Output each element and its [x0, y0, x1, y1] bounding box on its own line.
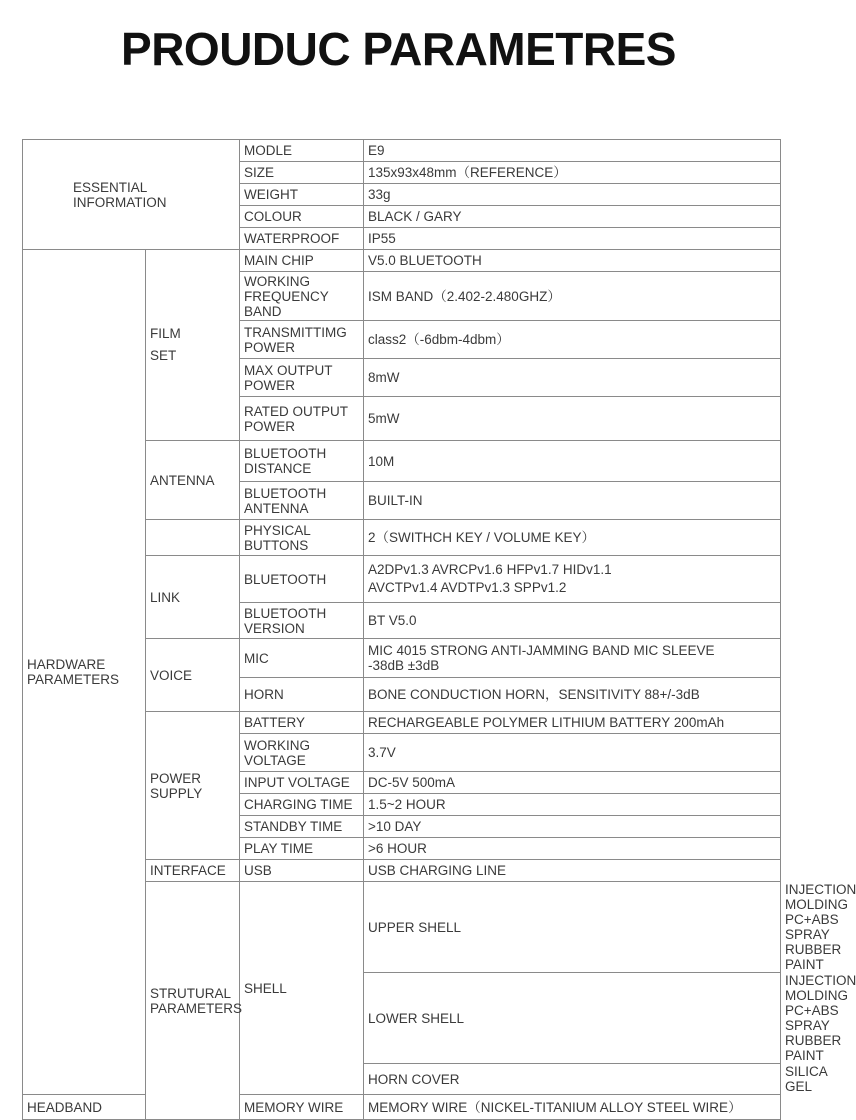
param-label: HORN [240, 678, 364, 712]
param-value: BONE CONDUCTION HORN，SENSITIVITY 88+/-3dB [364, 678, 781, 712]
link-group: LINK [146, 556, 240, 639]
param-value: V5.0 BLUETOOTH [364, 250, 781, 272]
table-row [23, 140, 781, 162]
param-label: MAX OUTPUT POWER [240, 359, 364, 397]
param-value: >6 HOUR [364, 838, 781, 860]
param-value: A2DPv1.3 AVRCPv1.6 HFPv1.7 HIDv1.1 AVCTPv1.4 AVDTPv1.3 SPPv1.2 [364, 556, 781, 603]
param-label: STANDBY TIME [240, 816, 364, 838]
param-label: LOWER SHELL [364, 973, 781, 1064]
param-value: RECHARGEABLE POLYMER LITHIUM BATTERY 200mAh [364, 712, 781, 734]
table-row [23, 250, 781, 272]
structural-parameters-category: STRUTURAL PARAMETERS [146, 882, 240, 1120]
param-value: class2（-6dbm-4dbm） [364, 321, 781, 359]
param-value: 135x93x48mm（REFERENCE） [364, 162, 781, 184]
param-label: WEIGHT [240, 184, 364, 206]
empty-group-cell [146, 520, 240, 556]
param-label: INPUT VOLTAGE [240, 772, 364, 794]
param-value: 3.7V [364, 734, 781, 772]
hardware-parameters-category: HARDWARE PARAMETERS [23, 250, 146, 1095]
param-label: WATERPROOF [240, 228, 364, 250]
param-value: 2（SWITHCH KEY / VOLUME KEY） [364, 520, 781, 556]
param-value: USB CHARGING LINE [364, 860, 781, 882]
param-label: WORKING FREQUENCY BAND [240, 272, 364, 321]
headband-group: HEADBAND [23, 1095, 146, 1120]
page-title: PROUDUC PARAMETRES [121, 23, 676, 75]
param-label: TRANSMITTIMG POWER [240, 321, 364, 359]
param-label: PLAY TIME [240, 838, 364, 860]
param-label: BATTERY [240, 712, 364, 734]
param-label: MODLE [240, 140, 364, 162]
param-value: DC-5V 500mA [364, 772, 781, 794]
param-label: USB [240, 860, 364, 882]
param-value: E9 [364, 140, 781, 162]
param-label: BLUETOOTH ANTENNA [240, 482, 364, 520]
param-label: BLUETOOTH [240, 556, 364, 603]
param-label: CHARGING TIME [240, 794, 364, 816]
table-row [23, 1095, 781, 1120]
param-value: BT V5.0 [364, 603, 781, 639]
param-label: MEMORY WIRE [240, 1095, 364, 1120]
interface-group: INTERFACE [146, 860, 240, 882]
param-value: MIC 4015 STRONG ANTI-JAMMING BAND MIC SLEEVE -38dB ±3dB [364, 639, 781, 678]
param-label: BLUETOOTH DISTANCE [240, 441, 364, 482]
param-value: 10M [364, 441, 781, 482]
table-row: HORN COVER SILICA GEL [23, 1064, 781, 1095]
table-row: STRUTURAL PARAMETERS SHELL UPPER SHELL INJECTION MOLDING PC+ABS SPRAY RUBBER PAINT [23, 882, 781, 973]
param-value: 5mW [364, 397, 781, 441]
param-value: MEMORY WIRE（NICKEL-TITANIUM ALLOY STEEL WIRE） [364, 1095, 781, 1120]
param-value: BUILT-IN [364, 482, 781, 520]
param-label: SIZE [240, 162, 364, 184]
param-value: 33g [364, 184, 781, 206]
film-set-group: FILM SET [146, 250, 240, 441]
param-value: 1.5~2 HOUR [364, 794, 781, 816]
essential-information-category: ESSENTIAL INFORMATION [23, 140, 240, 250]
param-label: RATED OUTPUT POWER [240, 397, 364, 441]
param-label: MAIN CHIP [240, 250, 364, 272]
param-label: WORKING VOLTAGE [240, 734, 364, 772]
table-row: LOWER SHELL INJECTION MOLDING PC+ABS SPRAY RUBBER PAINT [23, 973, 781, 1064]
param-label: HORN COVER [364, 1064, 781, 1095]
param-value: >10 DAY [364, 816, 781, 838]
parameters-table [22, 139, 856, 1120]
param-value: ISM BAND（2.402-2.480GHZ） [364, 272, 781, 321]
param-label: MIC [240, 639, 364, 678]
param-label: UPPER SHELL [364, 882, 781, 973]
param-label: BLUETOOTH VERSION [240, 603, 364, 639]
voice-group: VOICE [146, 639, 240, 712]
param-label: PHYSICAL BUTTONS [240, 520, 364, 556]
param-value: IP55 [364, 228, 781, 250]
param-value: 8mW [364, 359, 781, 397]
shell-group: SHELL [240, 882, 364, 1095]
param-label: COLOUR [240, 206, 364, 228]
power-supply-group: POWER SUPPLY [146, 712, 240, 860]
antenna-group: ANTENNA [146, 441, 240, 520]
param-value: BLACK / GARY [364, 206, 781, 228]
